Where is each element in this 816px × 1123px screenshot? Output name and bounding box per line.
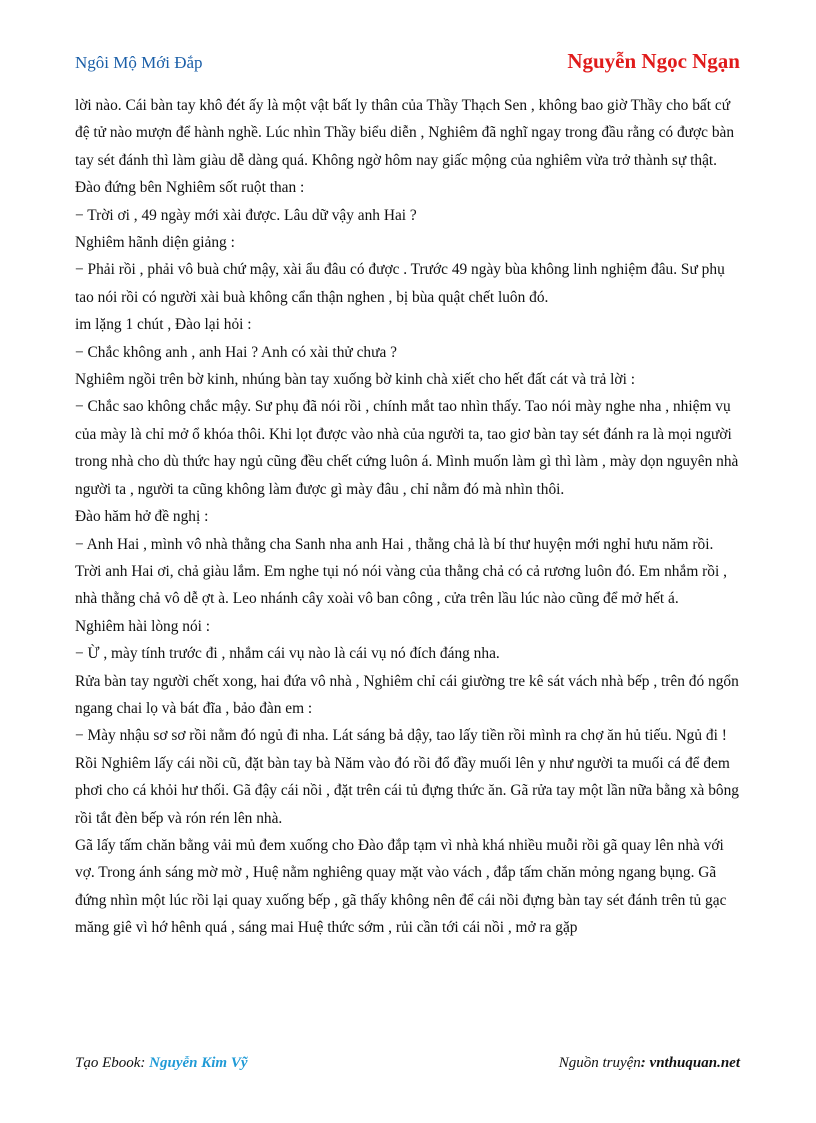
ebook-author: Nguyễn Kim Vỹ xyxy=(149,1055,248,1071)
paragraph: Rửa bàn tay người chết xong, hai đứa vô nhà , Nghiêm chỉ cái giường tre kê sát vách nhà bếp , trên đó ngổn ngang chai lọ và bát đĩa , bảo đàn em : xyxy=(75,672,739,717)
paragraph: − Anh Hai , mình vô nhà thằng cha Sanh nha anh Hai , thằng chả là bí thư huyện mới nghỉ hưu năm rồi. Trời anh Hai ơi, chả giàu lắm. Em nghe tụi nó nói vàng của thằng chả có cả rương luôn đó. Em nhắm rồi , nhà thằng chả vô dễ ợt à. Leo nhánh cây xoài vô ban công , cửa trên lầu lúc nào cũng để mở hết á. xyxy=(75,535,727,608)
paragraph: − Trời ơi , 49 ngày mới xài được. Lâu dữ vậy anh Hai ? xyxy=(75,206,417,224)
paragraph: Nghiêm hãnh diện giảng : xyxy=(75,234,235,252)
footer-ebook-credit: Tạo Ebook: Nguyễn Kim Vỹ xyxy=(75,1055,248,1071)
source-label: Nguồn truyện xyxy=(558,1055,641,1071)
book-title: Ngôi Mộ Mới Đắp xyxy=(75,53,203,72)
paragraph: Nghiêm ngồi trên bờ kinh, nhúng bàn tay xuống bờ kinh chà xiết cho hết đất cát và trả lời : xyxy=(75,371,635,389)
ebook-label: Tạo Ebook xyxy=(75,1055,141,1071)
paragraph: Gã lấy tấm chăn bằng vải mủ đem xuống cho Đào đắp tạm vì nhà khá nhiều muỗi rồi gã quay lên nhà với vợ. Trong ánh sáng mờ mờ , Huệ nằm nghiêng quay mặt vào vách , đắp tấm chăn mỏng ngang bụng. Gã đứng nhìn một lúc rồi lại quay xuống bếp , gã thấy không nên để cái nồi đựng bàn tay sét đánh trên tủ gạc măng giê vì hớ hênh quá , sáng mai Huệ thức sớm , rủi cần tới cái nồi , mở ra gặp xyxy=(75,836,727,937)
source-site: vnthuquan.net xyxy=(649,1055,740,1071)
paragraph: − Ừ , mày tính trước đi , nhắm cái vụ nào là cái vụ nó đích đáng nha. xyxy=(75,645,500,663)
paragraph: − Phải rồi , phải vô buà chứ mậy, xài ẩu đâu có được . Trước 49 ngày bùa không linh nghiệm đâu. Sư phụ tao nói rồi có người xài buà không cẩn thận nghen , bị bùa quật chết luôn đó. xyxy=(75,261,725,306)
paragraph: − Mày nhậu sơ sơ rồi nằm đó ngủ đi nha. Lát sáng bả dậy, tao lấy tiền rồi mình ra chợ ăn hủ tiếu. Ngủ đi ! xyxy=(75,727,727,745)
footer-source-credit: Nguồn truyện: vnthuquan.net xyxy=(558,1055,740,1071)
body-text xyxy=(75,92,743,942)
paragraph: lời nào. Cái bàn tay khô đét ấy là một vật bất ly thân của Thầy Thạch Sen , không bao giờ Thầy cho bất cứ đệ tử nào mượn để hành nghề. Lúc nhìn Thầy biểu diễn , Nghiêm đã nghĩ ngay trong đầu rằng có được bàn tay sét đánh thì làm giàu dễ dàng quá. Không ngờ hôm nay giấc mộng của nghiêm vừa trở thành sự thật. Đào đứng bên Nghiêm sốt ruột than : xyxy=(75,97,735,197)
paragraph: Rồi Nghiêm lấy cái nồi cũ, đặt bàn tay bà Năm vào đó rồi đổ đầy muối lên y như người ta muối cá để đem phơi cho cá khỏi hư thối. Gã đậy cái nồi , đặt trên cái tủ đựng thức ăn. Gã rửa tay một lần nữa bằng xà bông rồi tắt đèn bếp và rón rén lên nhà. xyxy=(75,754,740,827)
paragraph: − Chắc sao không chắc mậy. Sư phụ đã nói rồi , chính mắt tao nhìn thấy. Tao nói mày nghe nha , nhiệm vụ của mày là chỉ mở ổ khóa thôi. Khi lọt được vào nhà của người ta, tao giơ bàn tay sét đánh ra là mọi người trong nhà cho dù thức hay ngủ cũng đều chết cứng luôn á. Mình muốn làm gì thì làm , mày dọn nguyên nhà người ta , người ta cũng không làm được gì mày đâu , chỉ nằm đó mà nhìn thôi. xyxy=(75,398,739,498)
paragraph: Nghiêm hài lòng nói : xyxy=(75,617,211,635)
paragraph: − Chắc không anh , anh Hai ? Anh có xài thử chưa ? xyxy=(75,343,397,361)
book-author: Nguyễn Ngọc Ngạn xyxy=(567,49,740,73)
paragraph: Đào hăm hở đề nghị : xyxy=(75,508,209,526)
paragraph: im lặng 1 chút , Đào lại hỏi : xyxy=(75,316,252,334)
